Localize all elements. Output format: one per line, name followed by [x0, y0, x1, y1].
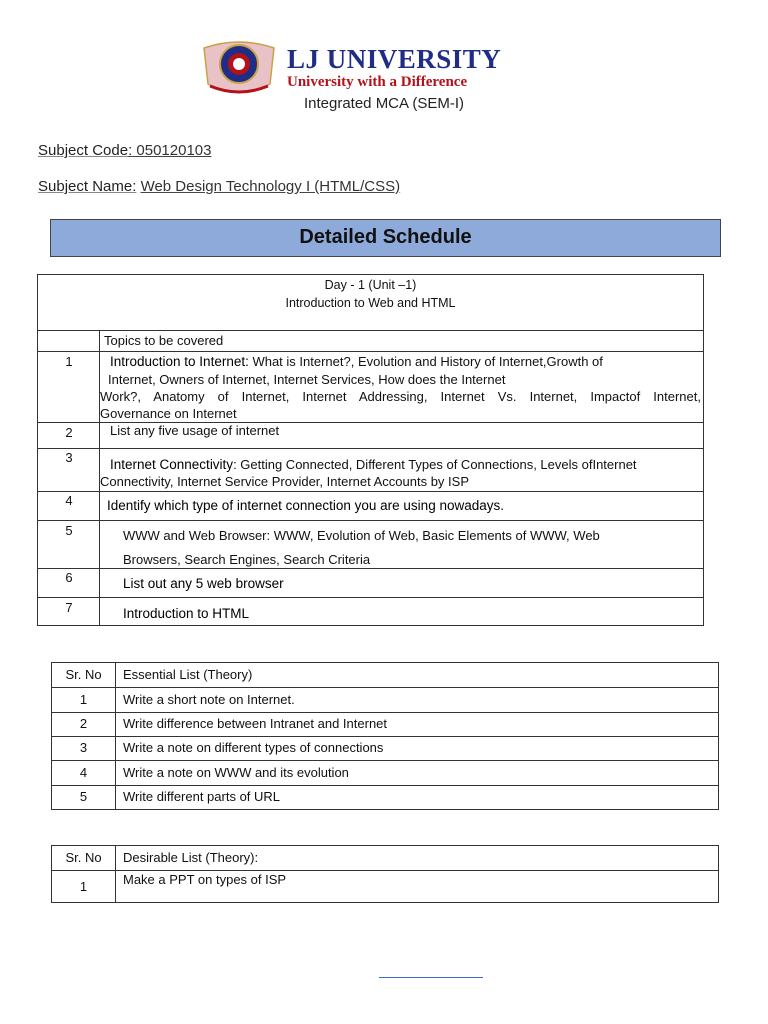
row-number: 1	[52, 688, 116, 712]
university-tagline: University with a Difference	[287, 74, 468, 90]
topic-row-7: Introduction to HTML	[123, 606, 250, 621]
table-header-row	[52, 846, 718, 871]
row-text: Write different parts of URL	[123, 789, 281, 804]
row-number: 2	[52, 712, 116, 736]
row-divider	[38, 568, 703, 569]
subject-name-line	[38, 178, 400, 195]
topic-row-3-line-1	[110, 456, 637, 473]
row-divider	[38, 597, 703, 598]
row-number: 6	[65, 570, 73, 585]
row-number: 3	[65, 450, 73, 465]
row-text: Make a PPT on types of ISP	[123, 872, 287, 887]
subject-code-value: : 050120103	[128, 142, 212, 159]
row-text: Write difference between Intranet and Internet	[123, 716, 388, 731]
footer-link-underline[interactable]	[379, 977, 483, 978]
topic-heading: Introduction to Internet:	[110, 354, 249, 369]
col-essential: Essential List (Theory)	[123, 667, 253, 682]
day-label: Day - 1 (Unit –1)	[324, 278, 417, 292]
table-row	[52, 736, 718, 761]
table-row	[52, 712, 718, 737]
topic-row-2: List any five usage of internet	[110, 423, 280, 438]
topic-row-4: Identify which type of internet connection you are using nowadays.	[107, 498, 504, 513]
col-desirable: Desirable List (Theory):	[123, 850, 259, 865]
row-divider	[38, 520, 703, 521]
table-row	[52, 688, 718, 713]
row-divider	[38, 351, 703, 352]
row-number: 4	[52, 761, 116, 785]
topic-row-1-line-4: Governance on Internet	[100, 406, 237, 421]
topic-row-1-line-3: Work?, Anatomy of Internet, Internet Addressing, Internet Vs. Internet, Impactof Internet,	[100, 389, 701, 404]
subject-name-label: Subject Name:	[38, 178, 137, 195]
desirable-list-table	[51, 845, 719, 903]
table-row	[52, 785, 718, 809]
topic-row-1-line-2: Internet, Owners of Internet, Internet Services, How does the Internet	[108, 372, 506, 387]
topic-row-1-line-1	[110, 353, 603, 370]
topic-text: What is Internet?, Evolution and History of Internet,Growth of	[248, 354, 603, 369]
row-number: 7	[65, 600, 73, 615]
unit-title: Introduction to Web and HTML	[285, 296, 456, 310]
topic-row-5-line-1: WWW and Web Browser: WWW, Evolution of Web, Basic Elements of WWW, Web	[123, 528, 600, 543]
row-number: 1	[52, 871, 116, 902]
table-row	[52, 871, 718, 902]
schedule-banner: Detailed Schedule	[50, 219, 721, 257]
topic-text: : Getting Connected, Different Types of Connections, Levels ofInternet	[233, 457, 637, 472]
topic-row-6: List out any 5 web browser	[123, 576, 284, 591]
row-number: 3	[52, 736, 116, 760]
subject-code-label: Subject Code	[38, 142, 129, 159]
essential-list-table	[51, 662, 719, 810]
row-number: 1	[65, 354, 73, 369]
row-text: Write a note on WWW and its evolution	[123, 765, 349, 780]
col-sr-no: Sr. No	[52, 663, 116, 687]
topics-header: Topics to be covered	[104, 333, 224, 348]
row-number: 5	[65, 523, 73, 538]
row-number: 4	[65, 493, 73, 508]
schedule-day-header	[38, 275, 703, 331]
row-divider	[38, 448, 703, 449]
row-divider	[38, 491, 703, 492]
row-text: Write a short note on Internet.	[123, 692, 295, 707]
table-row	[52, 761, 718, 786]
table-header-row	[52, 663, 718, 688]
subject-code-line	[38, 142, 211, 159]
schedule-table	[37, 274, 704, 626]
topic-row-3-line-2: Connectivity, Internet Service Provider, Internet Accounts by ISP	[100, 474, 469, 489]
subject-name-value: Web Design Technology I (HTML/CSS)	[140, 178, 401, 195]
program-title: Integrated MCA (SEM-I)	[303, 95, 465, 112]
col-sr-no: Sr. No	[52, 846, 116, 870]
topic-row-5-line-2: Browsers, Search Engines, Search Criteria	[123, 552, 371, 567]
university-name: LJ UNIVERSITY	[287, 44, 502, 74]
topic-heading: Internet Connectivity	[110, 457, 234, 472]
row-number: 2	[65, 425, 73, 440]
university-logo-seal	[198, 40, 280, 98]
row-text: Write a note on different types of connections	[123, 740, 384, 755]
row-number: 5	[52, 785, 116, 809]
